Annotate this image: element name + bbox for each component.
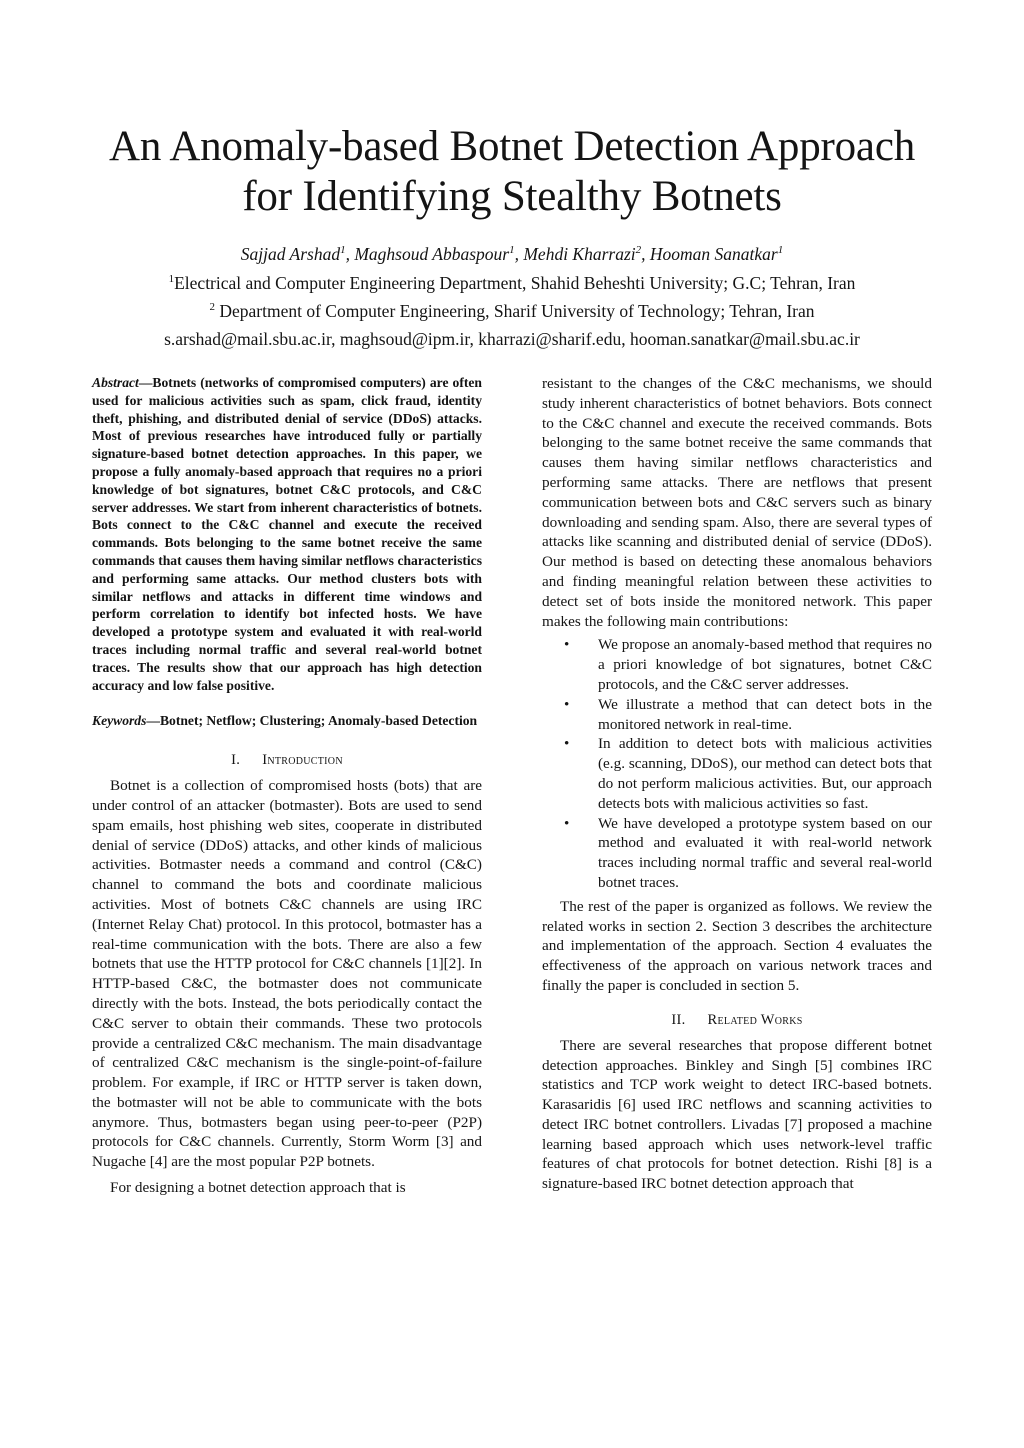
affiliation-mark: 1 [168, 273, 175, 286]
keywords-label: Keywords [92, 713, 147, 729]
list-item [542, 734, 932, 813]
author-separator: , [641, 244, 650, 264]
abstract-text: Botnets (networks of compromised computers) are often used for malicious activities such as spam, click fraud, identity theft, phishing, and distributed denial of service (DDoS) attacks. Most of previous researches have introduced fully or partially signature-based botnet detection approaches. In this paper, we propose a fully anomaly-based approach that requires no a priori knowledge of bot signatures, botnet C&C protocols, and C&C server addresses. We start from inherent characteristics of botnets. Bots connect to the C&C channel and execute the received commands. Bots belonging to the same botnet receive the same commands that causes them having similar netflows characteristics and performing same attacks. Our method clusters bots with similar netflows and attacks in different time windows and perform correlation to identify bot infected hosts. We have developed a prototype system and evaluated it with real-world traces including normal traffic and several real-world botnet traces. The results show that our approach has high detection accuracy and low false positive. [92, 375, 482, 693]
section-heading-introduction [92, 750, 482, 770]
author-separator: , [345, 244, 355, 264]
list-item-text: We propose an anomaly-based method that requires no a priori knowledge of bot signatures, botnet C&C protocols, and the C&C server addresses. [598, 636, 932, 693]
bullet-icon: • [564, 814, 570, 832]
list-item [542, 695, 932, 735]
affiliation-text: Department of Computer Engineering, Sharif University of Technology; Tehran, Iran [214, 301, 815, 321]
author-separator: , [514, 244, 524, 264]
list-item-text: In addition to detect bots with malicious activities (e.g. scanning, DDoS), our method can detect bots that do not perform malicious activities. But, our approach detects bots with malicious activities so fast. [598, 735, 932, 812]
section-title: Introduction [262, 752, 343, 769]
section-number: I. [231, 752, 241, 769]
author-list [60, 242, 964, 266]
author-affiliation-mark: 2 [635, 244, 642, 257]
keywords-dash: — [146, 713, 160, 729]
abstract [92, 374, 482, 694]
author-name: Maghsoud Abbaspour [354, 244, 510, 264]
author-affiliation-mark: 1 [340, 244, 346, 257]
author-name: Sajjad Arshad [240, 244, 341, 264]
section-title: Related Works [707, 1011, 803, 1028]
abstract-label: Abstract [92, 375, 139, 390]
section-number: II. [671, 1011, 686, 1028]
contributions-list [542, 635, 932, 892]
author-affiliation-mark: 1 [509, 244, 515, 257]
affiliation-1 [60, 271, 964, 295]
list-item-text: We illustrate a method that can detect bots in the monitored network in real-time. [598, 695, 932, 733]
author-name: Mehdi Kharrazi [523, 244, 636, 264]
keywords [92, 712, 482, 730]
author-name: Hooman Sanatkar [649, 244, 778, 264]
bullet-icon: • [564, 735, 570, 753]
list-item [542, 814, 932, 893]
paper-title [60, 122, 964, 222]
intro-paragraph-2-start: For designing a botnet detection approach that is [110, 1179, 406, 1197]
right-column [542, 374, 932, 1194]
related-works-paragraph-1: There are several researches that propose different botnet detection approaches. Binkley and Singh [5] combines IRC statistics and TCP work weight to detect IRC-based botnets. Karasaridis [6] used IRC netflows and scanning activities to detect IRC botnet controllers. Livadas [7] proposed a machine learning based approach which uses network-level traffic features of chat protocols for botnet detection. Rishi [8] is a signature-based IRC botnet detection approach that [542, 1036, 932, 1193]
title-line-2: for Identifying Stealthy Botnets [242, 173, 782, 220]
author-emails: s.arshad@mail.sbu.ac.ir, maghsoud@ipm.ir, kharrazi@sharif.edu, hooman.sanatkar@mail.sbu.ac.ir [164, 329, 860, 349]
list-item [542, 635, 932, 694]
keywords-text: Botnet; Netflow; Clustering; Anomaly-based Detection [159, 713, 478, 729]
intro-paragraph-2-continued: resistant to the changes of the C&C mechanisms, we should study inherent characteristics of botnet behaviors. Bots connect to the C&C channel and execute the received commands. Bots belonging to the same botnet receive the same commands that causes them having similar netflows characteristics and performing same attacks. There are netflows that present communication between bots and C&C servers such as binary downloading and sending spam. Also, there are several types of attacks like scanning and distributed denial of service (DDoS). Our method is based on detecting these anomalous behaviors and finding meaningful relation between these activities to detect set of bots inside the monitored network. This paper makes the following main contributions: [542, 375, 932, 630]
section-heading-related-works [542, 1010, 932, 1030]
author-affiliation-mark: 1 [777, 244, 784, 257]
intro-paragraph-1: Botnet is a collection of compromised hosts (bots) that are under control of an attacker (botmaster). Bots are used to send spam emails, host phishing web sites, cooperate in distributed denial of service (DDoS) attacks, and other kinds of malicious activities. Botmaster needs a command and control (C&C) channel to command the bots and coordinate malicious activities. Most of botnets C&C channels are using IRC (Internet Relay Chat) protocol. In this protocol, botmaster has a real-time communication with the bots. There are also a few botnets that use the HTTP protocol for C&C channels [1][2]. In HTTP-based C&C, the botmaster does not communicate directly with the bots. Instead, the bots periodically contact the C&C server to obtain their commands. These two protocols provide a centralized C&C mechanism. The main disadvantage of centralized C&C mechanism is the single-point-of-failure problem. For example, if IRC or HTTP server is taken down, the botmaster will not be able to communicate with the bots anymore. Thus, botmasters began using peer-to-peer (P2P) protocols for C&C channels. Currently, Storm Worm [3] and Nugache [4] are the most popular P2P botnets. [92, 777, 482, 1171]
title-line-1: An Anomaly-based Botnet Detection Approach [108, 123, 916, 170]
bullet-icon: • [564, 636, 570, 654]
left-column [92, 374, 482, 1198]
intro-paragraph-3: The rest of the paper is organized as follows. We review the related works in section 2. Section 3 describes the architecture and implementation of the approach. Section 4 evaluates the effectiveness of the approach on various network traces and finally the paper is concluded in section 5. [542, 897, 932, 994]
bullet-icon: • [564, 695, 570, 713]
affiliation-mark: 2 [209, 301, 215, 314]
list-item-text: We have developed a prototype system based on our method and evaluated it with real-world network traces including normal traffic and several real-world botnet traces. [598, 814, 932, 891]
abstract-dash: — [138, 375, 153, 390]
affiliation-text: Electrical and Computer Engineering Department, Shahid Beheshti University; G.C; Tehran, Iran [174, 273, 856, 293]
affiliation-2 [60, 299, 964, 323]
